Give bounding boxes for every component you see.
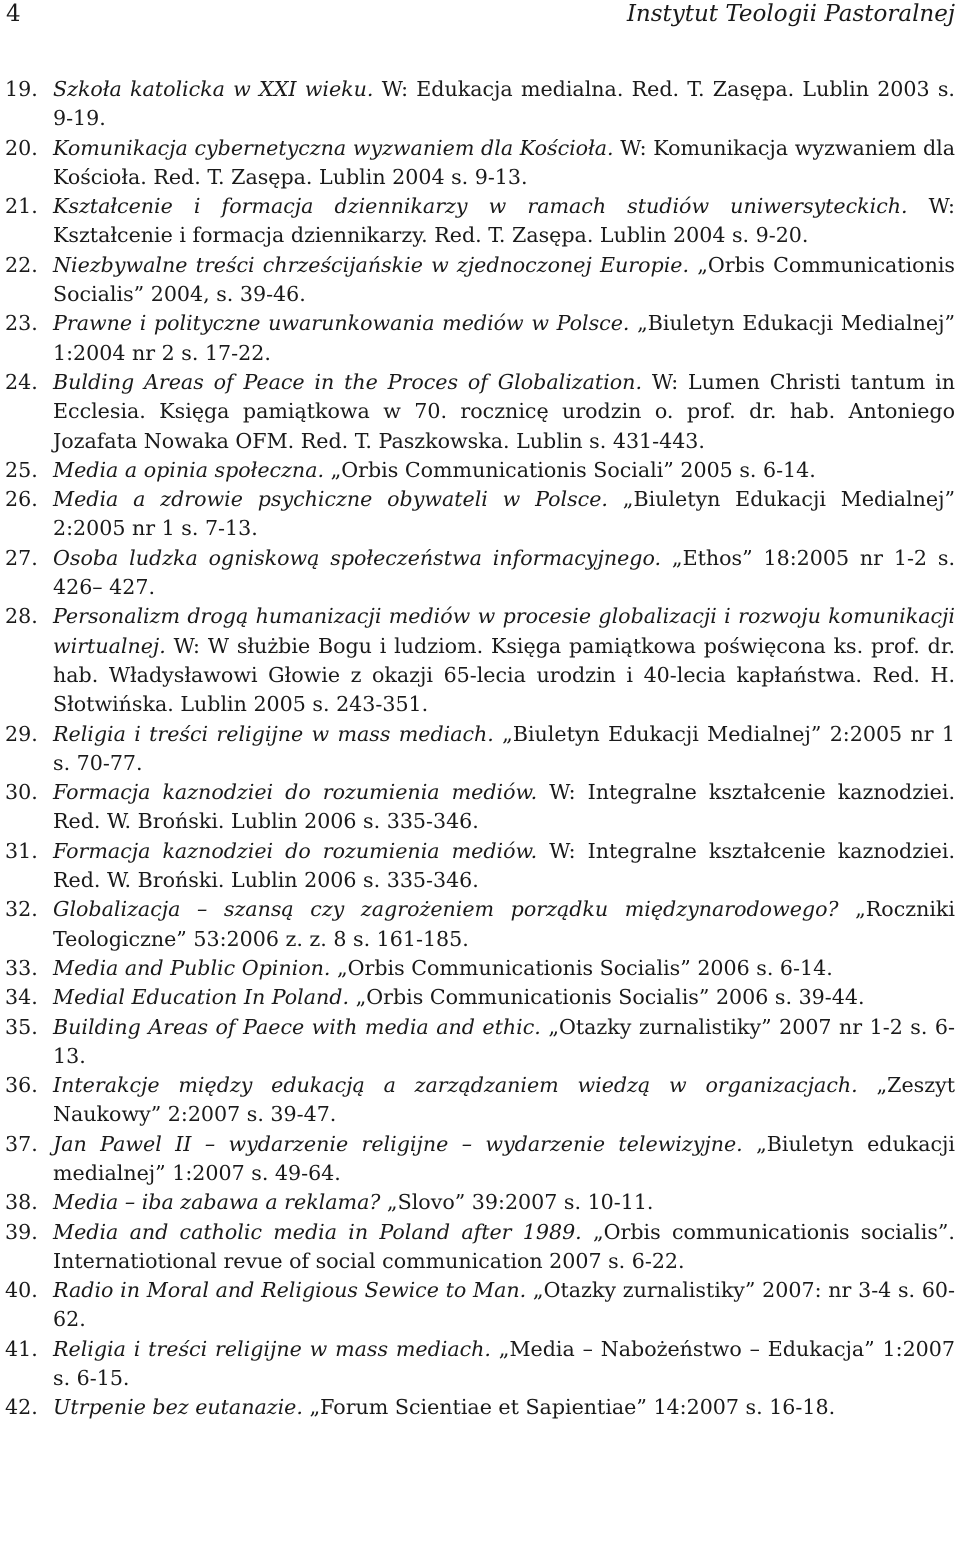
bibliography-list bbox=[5, 75, 955, 1423]
item-title: Radio in Moral and Religious Sewice to Man. bbox=[53, 1278, 527, 1303]
item-source: W: W służbie Bogu i ludziom. Księga pamiątkowa poświęcona ks. prof. dr. hab. Władysławowi Głowie z okazji 65-lecia urodzin i 40-lecia kapłaństwa. Red. H. Słotwińska. Lublin 2005 s. 243-351. bbox=[53, 633, 955, 717]
bibliography-item bbox=[5, 1276, 955, 1335]
item-title: Media a opinia społeczna. bbox=[53, 457, 325, 482]
bibliography-item bbox=[5, 1335, 955, 1394]
item-number: 28. bbox=[5, 604, 38, 629]
item-title: Media a zdrowie psychiczne obywateli w Polsce. bbox=[53, 487, 608, 512]
bibliography-item bbox=[5, 778, 955, 837]
item-title: Prawne i polityczne uwarunkowania mediów w Polsce. bbox=[53, 311, 630, 336]
item-title: Medial Education In Poland. bbox=[53, 985, 350, 1010]
bibliography-item bbox=[5, 1013, 955, 1072]
item-source: „Orbis Communicationis Socialis” 2006 s. 6-14. bbox=[330, 955, 833, 980]
item-source: „Ethos” 18:2005 nr 1-2 s. 426– 427. bbox=[53, 545, 955, 600]
document-page bbox=[5, 0, 955, 1423]
item-number: 25. bbox=[5, 457, 38, 482]
item-source: „Orbis Communicationis Socialis” 2004, s. 39-46. bbox=[53, 252, 955, 307]
item-number: 39. bbox=[5, 1219, 38, 1244]
item-number: 38. bbox=[5, 1190, 38, 1215]
item-number: 23. bbox=[5, 311, 38, 336]
item-title: Jan Pawel II – wydarzenie religijne – wydarzenie telewizyjne. bbox=[53, 1131, 743, 1156]
item-number: 32. bbox=[5, 897, 38, 922]
bibliography-item bbox=[5, 954, 955, 983]
item-source: „Biuletyn edukacji medialnej” 1:2007 s. 49-64. bbox=[53, 1131, 955, 1185]
bibliography-item bbox=[5, 1130, 955, 1189]
bibliography-item bbox=[5, 134, 955, 193]
item-source: W: Lumen Christi tantum in Ecclesia. Księga pamiątkowa w 70. rocznicę urodzin o. prof. dr. hab. Antoniego Jozafata Nowaka OFM. Red. T. Paszkowska. Lublin s. 431-443. bbox=[53, 369, 956, 453]
item-source: „Slovo” 39:2007 s. 10-11. bbox=[380, 1190, 654, 1215]
item-source: „Biuletyn Edukacji Medialnej” 2:2005 nr 1 s. 70-77. bbox=[53, 721, 955, 775]
bibliography-item bbox=[5, 75, 955, 134]
bibliography-item bbox=[5, 456, 955, 485]
item-number: 22. bbox=[5, 252, 38, 277]
item-number: 26. bbox=[5, 487, 38, 512]
item-source: „Biuletyn Edukacji Medialnej” 2:2005 nr 1 s. 7-13. bbox=[53, 487, 956, 541]
bibliography-item bbox=[5, 895, 955, 954]
item-title: Religia i treści religijne w mass mediach. bbox=[53, 1336, 491, 1361]
item-number: 36. bbox=[5, 1073, 38, 1098]
item-source: W: Kształcenie i formacja dziennikarzy. Red. T. Zasępa. Lublin 2004 s. 9-20. bbox=[53, 194, 955, 248]
item-number: 34. bbox=[5, 985, 38, 1010]
bibliography-item bbox=[5, 368, 955, 456]
item-title: Niezbywalne treści chrześcijańskie w zjednoczonej Europie. bbox=[53, 252, 690, 277]
running-title: Instytut Teologii Pastoralnej bbox=[626, 1, 955, 27]
item-number: 41. bbox=[5, 1336, 38, 1361]
bibliography-item bbox=[5, 837, 955, 896]
bibliography-item bbox=[5, 1188, 955, 1217]
item-number: 21. bbox=[5, 194, 38, 219]
item-title: Interakcje między edukacją a zarządzaniem wiedzą w organizacjach. bbox=[53, 1073, 858, 1098]
bibliography-item bbox=[5, 251, 955, 310]
item-source: „Zeszyt Naukowy” 2:2007 s. 39-47. bbox=[53, 1073, 956, 1127]
item-title: Globalizacja – szansą czy zagrożeniem porządku międzynarodowego? bbox=[53, 897, 839, 922]
item-source: W: Integralne kształcenie kaznodziei. Red. W. Broński. Lublin 2006 s. 335-346. bbox=[53, 838, 955, 893]
item-number: 42. bbox=[5, 1395, 38, 1420]
item-number: 33. bbox=[5, 955, 38, 980]
bibliography-item bbox=[5, 602, 955, 719]
bibliography-item bbox=[5, 544, 955, 603]
item-source: „Orbis Communicationis Sociali” 2005 s. 6-14. bbox=[324, 457, 816, 482]
bibliography-item bbox=[5, 1393, 955, 1422]
item-number: 31. bbox=[5, 838, 38, 863]
item-number: 20. bbox=[5, 135, 38, 160]
item-title: Religia i treści religijne w mass mediach. bbox=[53, 721, 494, 746]
item-number: 19. bbox=[5, 77, 38, 101]
item-title: Personalizm drogą humanizacji mediów w procesie globalizacji i rozwoju komunikacji wirtualnej. bbox=[53, 604, 955, 658]
item-number: 29. bbox=[5, 721, 38, 746]
item-source: W: Komunikacja wyzwaniem dla Kościoła. Red. T. Zasępa. Lublin 2004 s. 9-13. bbox=[53, 135, 956, 189]
item-title: Formacja kaznodziei do rozumienia mediów. bbox=[53, 780, 538, 805]
item-title: Szkoła katolicka w XXI wieku. bbox=[53, 77, 374, 101]
item-source: „Media – Nabożeństwo – Edukacja” 1:2007 s. 6-15. bbox=[53, 1336, 955, 1391]
bibliography-item bbox=[5, 1071, 955, 1130]
item-number: 35. bbox=[5, 1014, 38, 1039]
item-source: „Orbis communicationis socialis”. Internatiotional revue of social communication 2007 s. 6-22. bbox=[53, 1219, 955, 1273]
bibliography-item bbox=[5, 192, 955, 251]
page-header bbox=[5, 0, 955, 47]
bibliography-item bbox=[5, 1218, 955, 1277]
item-source: W: Edukacja medialna. Red. T. Zasępa. Lublin 2003 s. 9-19. bbox=[53, 77, 955, 131]
item-title: Osoba ludzka ogniskową społeczeństwa informacyjnego. bbox=[53, 545, 662, 570]
item-title: Kształcenie i formacja dziennikarzy w ramach studiów uniwersyteckich. bbox=[53, 194, 908, 219]
item-number: 24. bbox=[5, 369, 38, 394]
item-source: „Forum Scientiae et Sapientiae” 14:2007 s. 16-18. bbox=[302, 1395, 836, 1420]
item-title: Bulding Areas of Peace in the Proces of Globalization. bbox=[53, 369, 642, 394]
item-number: 30. bbox=[5, 780, 38, 805]
bibliography-item bbox=[5, 485, 955, 544]
item-number: 27. bbox=[5, 545, 38, 570]
item-source: W: Integralne kształcenie kaznodziei. Red. W. Broński. Lublin 2006 s. 335-346. bbox=[53, 780, 955, 834]
item-title: Media and Public Opinion. bbox=[53, 955, 331, 980]
item-title: Formacja kaznodziei do rozumienia mediów. bbox=[53, 838, 538, 863]
page-number: 4 bbox=[6, 1, 21, 27]
item-number: 37. bbox=[5, 1131, 38, 1156]
bibliography-item bbox=[5, 309, 955, 368]
item-number: 40. bbox=[5, 1278, 38, 1303]
item-source: „Biuletyn Edukacji Medialnej” 1:2004 nr 2 s. 17-22. bbox=[53, 311, 955, 365]
item-title: Utrpenie bez eutanazie. bbox=[53, 1395, 303, 1420]
item-title: Media – iba zabawa a reklama? bbox=[53, 1190, 381, 1215]
item-title: Media and catholic media in Poland after 1989. bbox=[53, 1219, 582, 1244]
bibliography-item bbox=[5, 983, 955, 1012]
item-source: „Roczniki Teologiczne” 53:2006 z. z. 8 s. 161-185. bbox=[53, 897, 956, 951]
item-title: Building Areas of Paece with media and ethic. bbox=[53, 1014, 541, 1039]
bibliography-item bbox=[5, 720, 955, 779]
item-source: „Otazky zurnalistiky” 2007: nr 3-4 s. 60-62. bbox=[53, 1278, 955, 1332]
item-title: Komunikacja cybernetyczna wyzwaniem dla Kościoła. bbox=[53, 135, 614, 160]
item-source: „Otazky zurnalistiky” 2007 nr 1-2 s. 6-13. bbox=[53, 1014, 955, 1068]
item-source: „Orbis Communicationis Socialis” 2006 s. 39-44. bbox=[349, 985, 865, 1010]
